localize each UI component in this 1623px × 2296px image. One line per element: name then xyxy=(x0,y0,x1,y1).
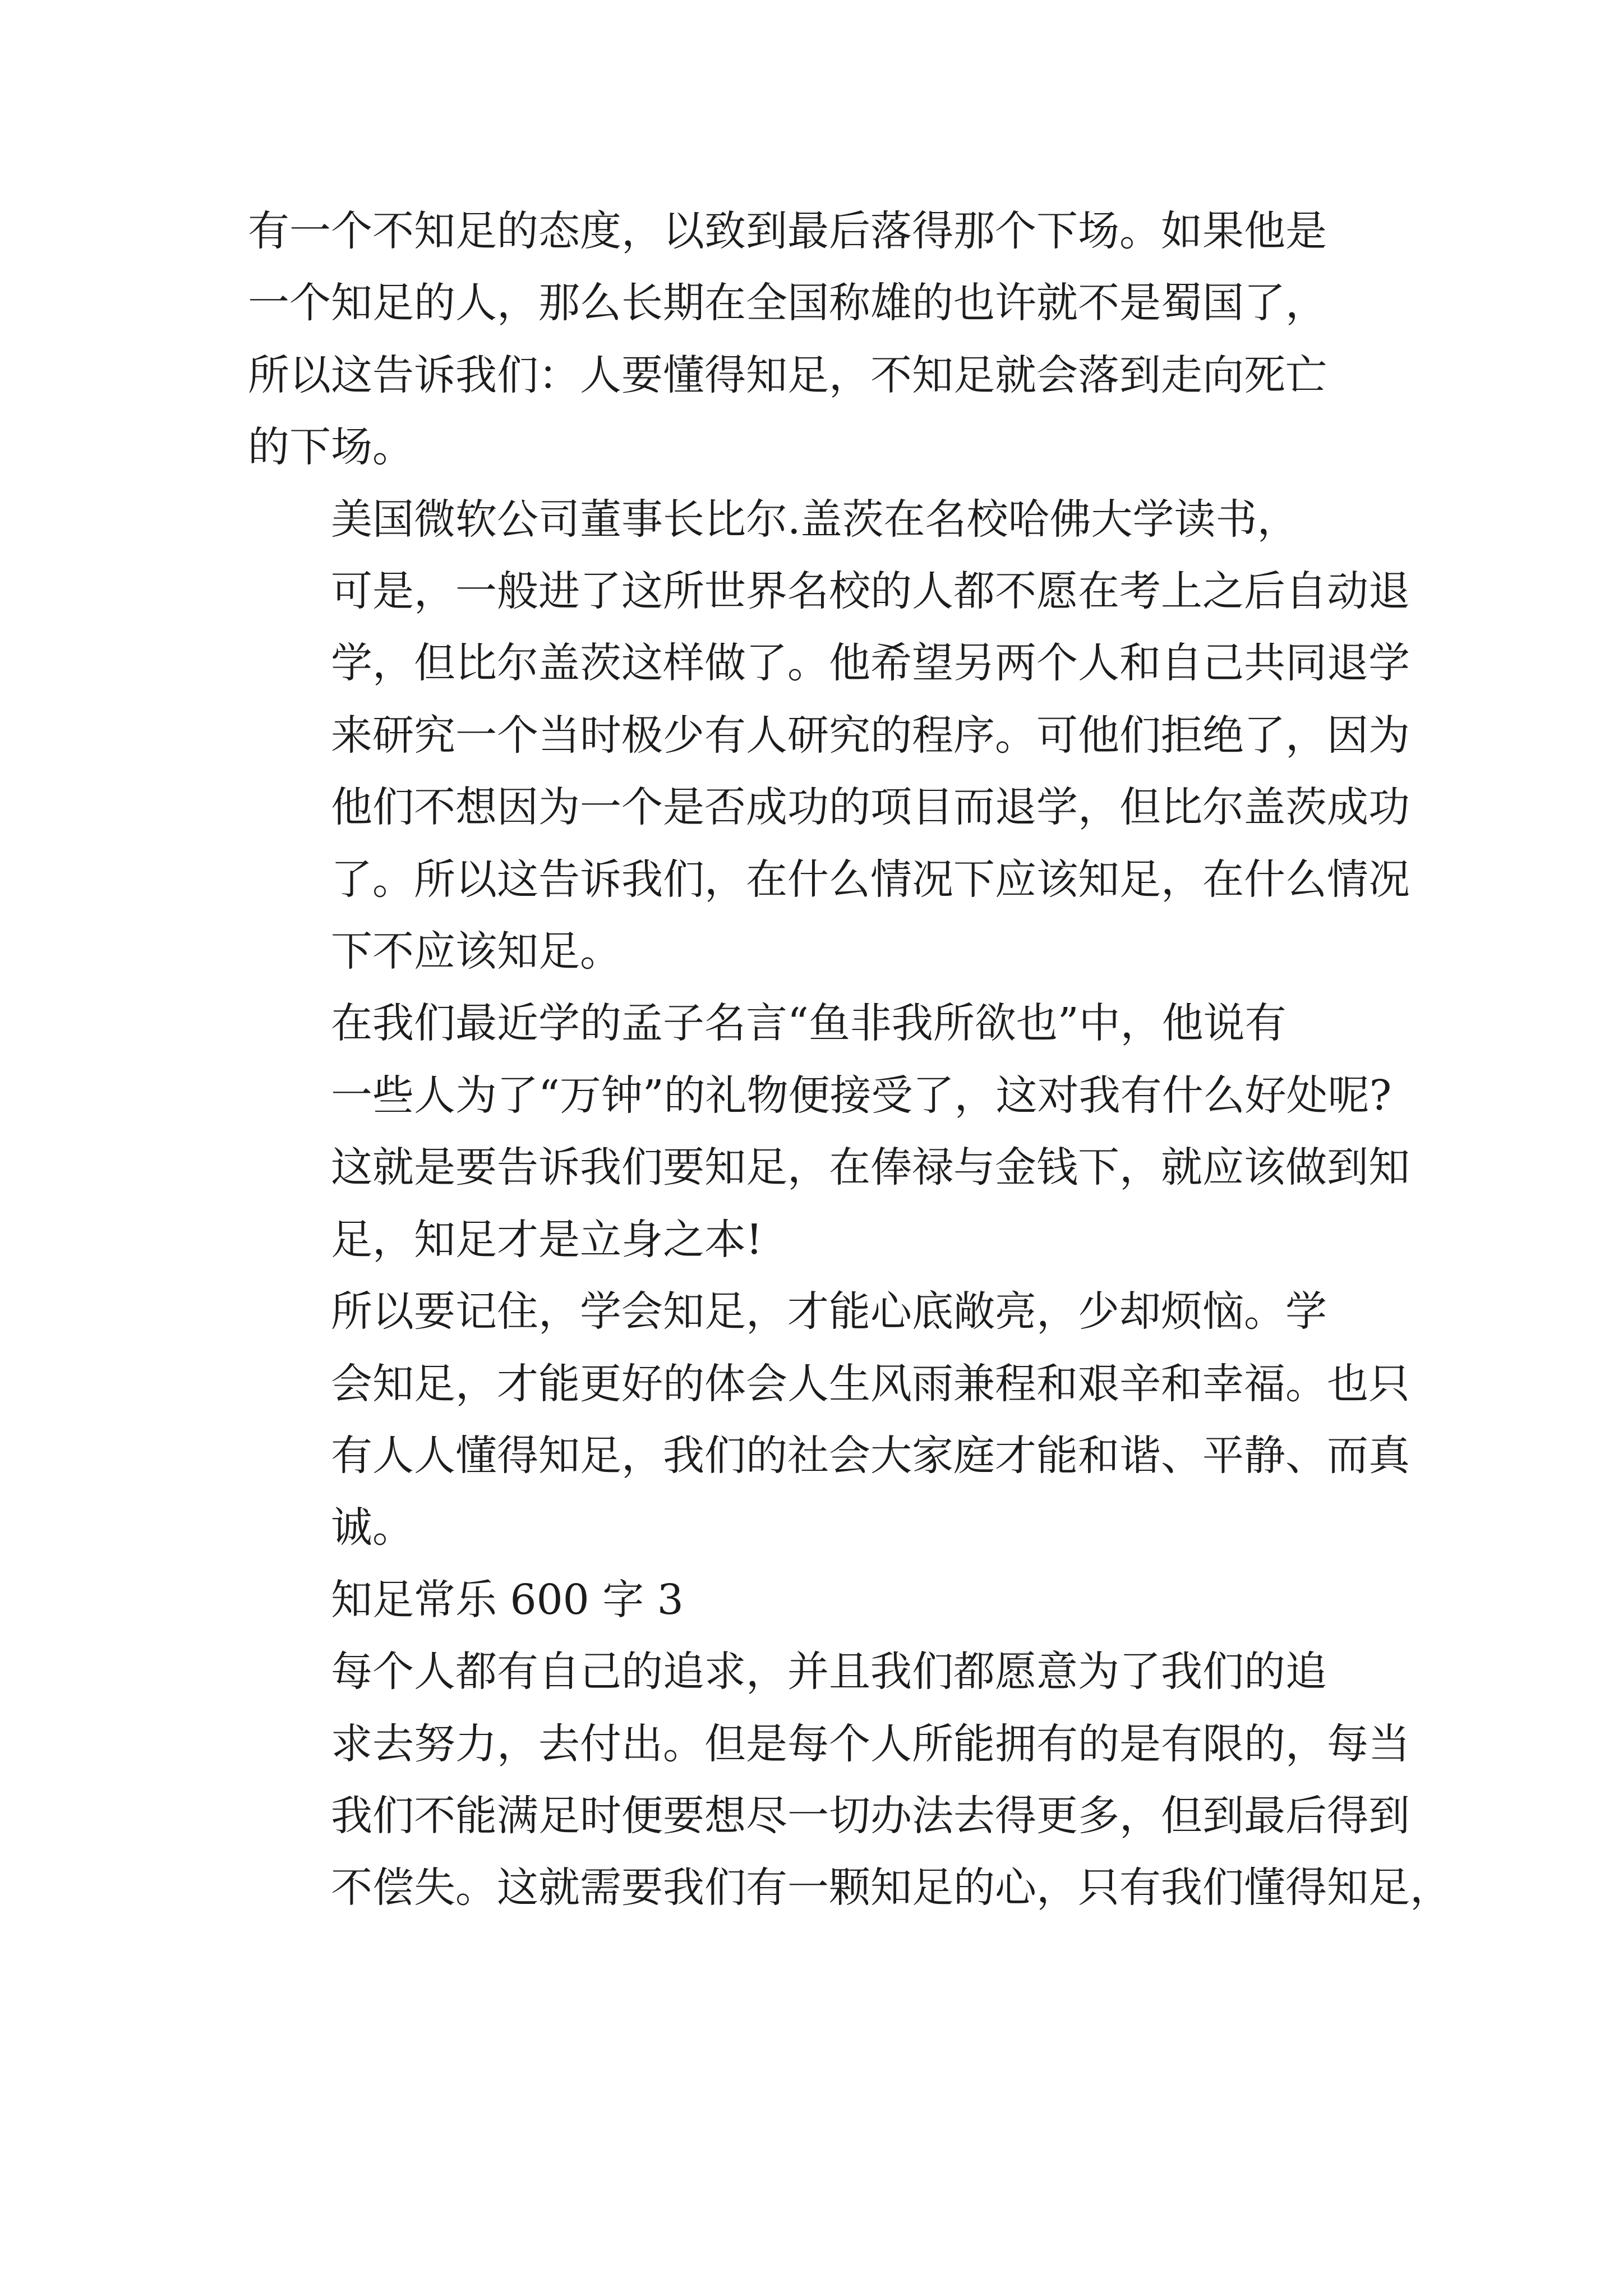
text-line: 来研究一个当时极少有人研究的程序。可他们拒绝了，因为 xyxy=(331,711,1410,760)
text-line: 在我们最近学的孟子名言“鱼非我所欲也”中，他说有 xyxy=(331,999,1287,1048)
text-line: 我们不能满足时便要想尽一切办法去得更多，但到最后得到 xyxy=(331,1791,1410,1840)
paragraph-shu-kingdom xyxy=(248,195,1392,484)
text-line: 学，但比尔盖茨这样做了。他希望另两个人和自己共同退学 xyxy=(331,639,1410,688)
text-line: 足，知足才是立身之本! xyxy=(331,1215,763,1264)
text-line: 他们不想因为一个是否成功的项目而退学，但比尔盖茨成功 xyxy=(331,783,1410,832)
text-line: 有一个不知足的态度，以致到最后落得那个下场。如果他是 xyxy=(248,207,1327,255)
text-line: 诚。 xyxy=(331,1503,414,1552)
text-line: 一个知足的人，那么长期在全国称雄的也许就不是蜀国了， xyxy=(248,279,1327,328)
text-line: 下不应该知足。 xyxy=(331,927,621,976)
heading-line: 知足常乐 600 字 3 xyxy=(331,1575,684,1624)
text-line: 的下场。 xyxy=(248,423,414,472)
text-line: 所以这告诉我们：人要懂得知足，不知足就会落到走向死亡 xyxy=(248,351,1327,399)
section-heading xyxy=(248,1564,1392,1636)
text-line: 不偿失。这就需要我们有一颗知足的心，只有我们懂得知足， xyxy=(331,1864,1451,1912)
text-line: 可是，一般进了这所世界名校的人都不愿在考上之后自动退 xyxy=(331,567,1410,616)
paragraph-conclusion xyxy=(248,1276,1410,1564)
text-line: 求去努力，去付出。但是每个人所能拥有的是有限的，每当 xyxy=(331,1719,1410,1768)
text-line: 一些人为了“万钟”的礼物便接受了，这对我有什么好处呢? xyxy=(331,1071,1392,1120)
paragraph-mencius xyxy=(248,987,1410,1276)
text-line: 了。所以这告诉我们，在什么情况下应该知足，在什么情况 xyxy=(331,855,1410,904)
text-line: 会知足，才能更好的体会人生风雨兼程和艰辛和幸福。也只 xyxy=(331,1359,1410,1408)
text-line: 美国微软公司董事长比尔.盖茨在名校哈佛大学读书， xyxy=(331,495,1299,544)
paragraph-bill-gates xyxy=(248,484,1410,988)
text-line: 有人人懂得知足，我们的社会大家庭才能和谐、平静、而真 xyxy=(331,1431,1410,1480)
text-line: 这就是要告诉我们要知足，在俸禄与金钱下，就应该做到知 xyxy=(331,1143,1410,1192)
paragraph-pursuit xyxy=(248,1636,1451,1924)
document-body xyxy=(248,195,1451,1924)
text-line: 每个人都有自己的追求，并且我们都愿意为了我们的追 xyxy=(331,1648,1327,1696)
text-line: 所以要记住，学会知足，才能心底敞亮，少却烦恼。学 xyxy=(331,1287,1327,1336)
